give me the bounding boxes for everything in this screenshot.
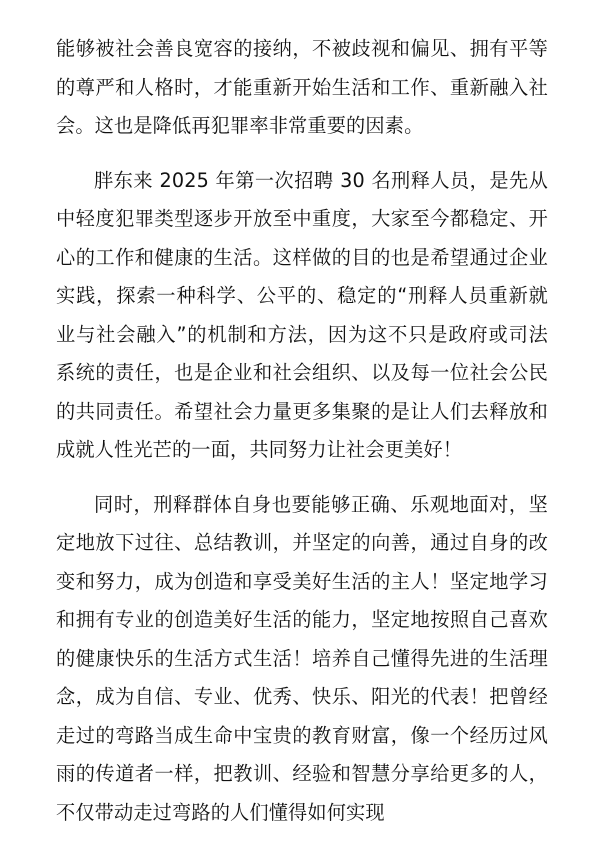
- paragraph-recruitment: 胖东来 2025 年第一次招聘 30 名刑释人员，是先从中轻度犯罪类型逐步开放至中重度，大家至今都稳定、开心的工作和健康的生活。这样做的目的也是希望通过企业实践，探索一种科学、公平的、稳定的“刑释人员重新就业与社会融入”的机制和方法，因为这不只是政府或司法系统的责任，也是企业和社会组织、以及每一位社会公民的共同责任。希望社会力量更多集聚的是让人们去释放和成就人性光芒的一面，共同努力让社会更美好！: [56, 168, 548, 461]
- paragraph-self-improvement: 同时，刑释群体自身也要能够正确、乐观地面对，坚定地放下过往、总结教训，并坚定的向善，通过自身的改变和努力，成为创造和享受美好生活的主人！坚定地学习和拥有专业的创造美好生活的能力，坚定地按照自己喜欢的健康快乐的生活方式生活！培养自己懂得先进的生活理念，成为自信、专业、优秀、快乐、阳光的代表！把曾经走过的弯路当成生命中宝贵的教育财富，像一个经历过风雨的传道者一样，把教训、经验和智慧分享给更多的人，不仅带动走过弯路的人们懂得如何实现: [56, 492, 548, 824]
- document-page: [56, 30, 548, 832]
- paragraph-continuation: 能够被社会善良宽容的接纳，不被歧视和偏见、拥有平等的尊严和人格时，才能重新开始生活和工作、重新融入社会。这也是降低再犯罪率非常重要的因素。: [56, 37, 548, 137]
